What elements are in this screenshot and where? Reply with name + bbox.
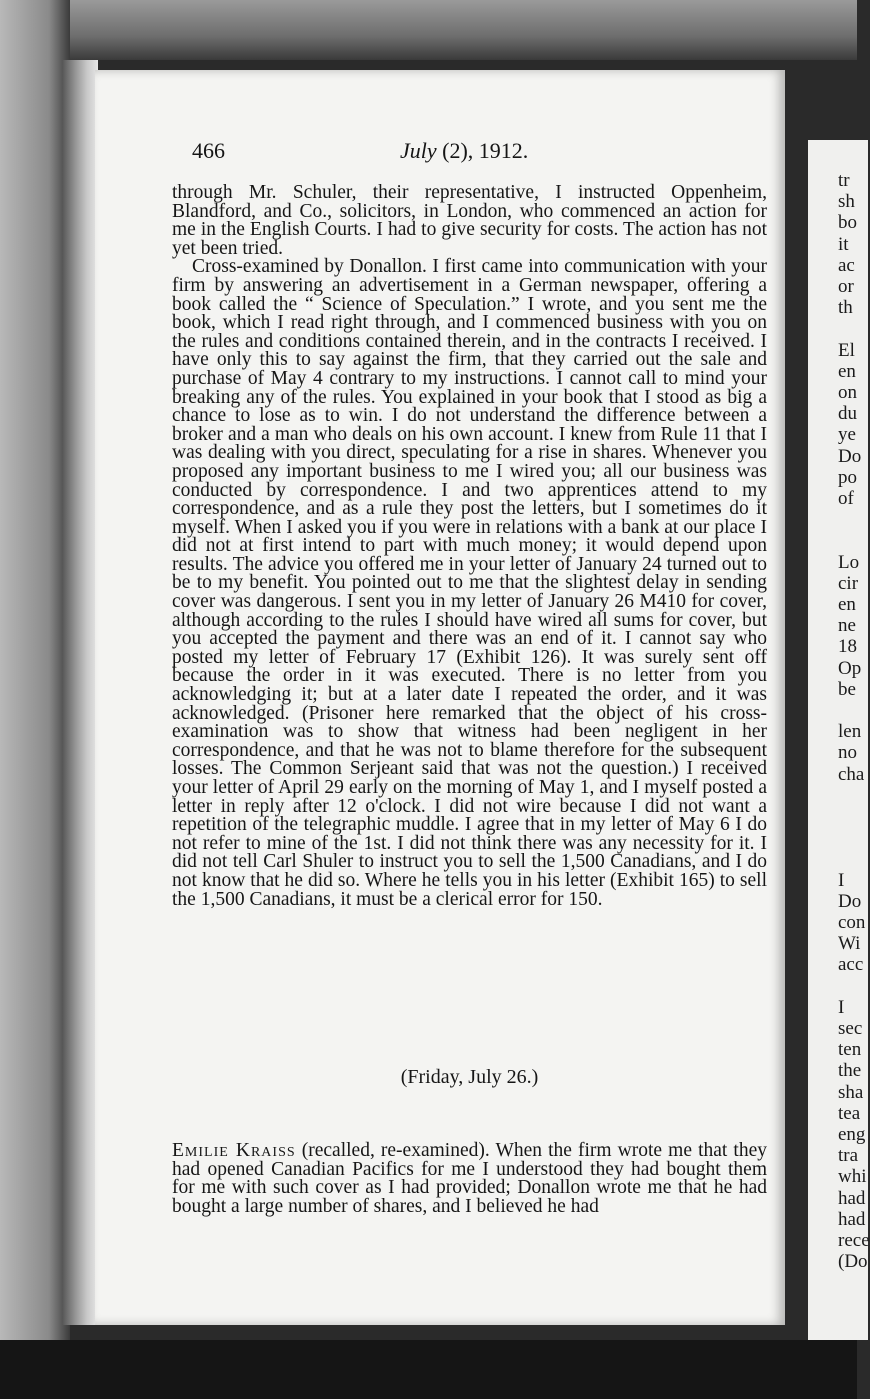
facing-page-text-fragment: en xyxy=(838,360,856,382)
facing-page-text-fragment: rece xyxy=(838,1230,870,1251)
facing-page-text-fragment: en xyxy=(838,594,856,615)
facing-page-text-fragment: bo xyxy=(838,212,857,234)
facing-page-text-fragment: eng xyxy=(838,1124,866,1145)
facing-page-text-fragment: ye xyxy=(838,424,856,446)
facing-page-text-fragment: had xyxy=(838,1187,866,1209)
facing-page-fragment xyxy=(808,140,868,1340)
facing-page-text-fragment: sha xyxy=(838,1081,864,1103)
page-header xyxy=(192,138,552,168)
witness-name: Emilie Kraiss xyxy=(172,1140,296,1161)
facing-page-text-fragment: ten xyxy=(838,1039,862,1061)
facing-page-text-fragment: sh xyxy=(838,191,855,213)
facing-page-text-fragment: Do xyxy=(838,445,862,467)
scan-top-background xyxy=(0,0,857,60)
facing-page-text-fragment: tea xyxy=(838,1102,861,1124)
facing-page-text-fragment: cha xyxy=(838,763,865,785)
facing-page-text-fragment: Op xyxy=(838,657,862,679)
facing-page-text-fragment: 18 xyxy=(838,636,857,658)
facing-page-text-fragment: th xyxy=(838,297,853,319)
facing-page-text-fragment: whi xyxy=(838,1166,867,1188)
facing-page-text-fragment: or xyxy=(838,276,854,297)
paragraph: through Mr. Schuler, their representative, I instructed Oppenheim, Blandford, and Co., solicitors, in London, who commenced an action for me in the English Courts. I had to give security for costs. The action has not yet been tried. xyxy=(172,182,767,259)
facing-page-text-fragment: sec xyxy=(838,1018,863,1039)
facing-page-text-fragment: len xyxy=(838,721,862,743)
running-title-date: (2), 1912. xyxy=(436,138,529,163)
main-text-continued xyxy=(172,1142,767,1216)
facing-page-text-fragment: du xyxy=(838,403,857,425)
facing-page-text-fragment: Do xyxy=(838,890,862,912)
facing-page-text-fragment: ne xyxy=(838,615,856,637)
facing-page-text-fragment: ac xyxy=(838,254,855,276)
facing-page-text-fragment: tr xyxy=(838,170,850,191)
scan-bottom-background xyxy=(0,1340,857,1399)
paragraph: Cross-examined by Donallon. I first came into communication with your firm by answering an advertisement in a German newspaper, offering a book called the “ Science of Speculation.” I wrote, and you sent me the book, which I read right through, and I commenced business with you on the rules and conditions contained therein, and in the contracts I received. I have only this to say against the firm, that they carried out the sale and purchase of May 4 contrary to my instructions. I cannot call to mind your breaking any of the rules. You explained in your book that I stood as big a chance to lose as to win. I do not understand the difference between a broker and a man who deals on his own account. I knew from Rule 11 that I was dealing with you direct, speculating for a rise in shares. Whenever you proposed any important business to me I wired you; all our business was conducted by correspondence. I and two apprentices attend to my correspondence, and as a rule they post the letters, but I sometimes do it myself. When I asked you if you were in relations with a bank at our place I did not at first intend to part with much money; it would depend upon results. The advice you offered me in your letter of January 24 turned out to be to my benefit. You pointed out to me that the slightest delay in sending cover was dangerous. I sent you in my letter of January 26 M410 for cover, although according to the rules I should have wired all sums for cover, but you accepted the payment and there was an end of it. I cannot say who posted my letter of February 17 (Exhibit 126). It was surely sent off because the order in it was executed. There is no letter from you acknowledging it; but at a later date I repeated the order, and it was acknowledged. (Prisoner here remarked that the object of his cross-examination was to show that witness had been negligent in her correspondence, and that he was not to blame therefore for the subsequent losses. The Common Serjeant said that was not the question.) I received your letter of April 29 early on the morning of May 1, and I myself posted a letter in reply after 12 o'clock. I did not wire because I did not want a repetition of the telegraphic muddle. I agree that in my letter of May 6 I do not refer to mine of the 1st. I did not think there was any necessity for it. I did not tell Carl Shuler to instruct you to sell the 1,500 Canadians, and I do not know that he did so. Where he tells you in his letter (Exhibit 165) to sell the 1,500 Canadians, it must be a clerical error for 150. xyxy=(172,256,767,910)
book-spine-edge xyxy=(62,60,98,1325)
facing-page-text-fragment: on xyxy=(838,382,857,403)
facing-page-text-fragment: Wi xyxy=(838,933,861,955)
facing-page-text-fragment: be xyxy=(838,678,856,700)
facing-page-text-fragment: had xyxy=(838,1208,866,1230)
running-title xyxy=(400,138,528,164)
facing-page-text-fragment: po xyxy=(838,466,857,488)
facing-page-text-fragment: acc xyxy=(838,954,864,976)
facing-page-text-fragment: Lo xyxy=(838,551,860,573)
running-title-month: July xyxy=(400,138,437,163)
facing-page-text-fragment: it xyxy=(838,233,849,255)
facing-page-text-fragment: (Do xyxy=(838,1251,868,1273)
scan-left-background xyxy=(0,0,70,1399)
section-heading: (Friday, July 26.) xyxy=(400,1066,539,1088)
main-text xyxy=(172,184,767,909)
paragraph-text: (recalled, re-examined). When the firm wrote me that they had opened Canadian Pacifics for me I understood they had bought them for me with such cover as I had provided; Donallon wrote me that he had bought a large number of shares, and I believed he had xyxy=(172,1140,767,1217)
paragraph xyxy=(172,1142,767,1216)
facing-page-text-fragment: El xyxy=(838,339,855,361)
facing-page-text-fragment: I xyxy=(838,869,845,891)
facing-page-text-fragment: tra xyxy=(838,1145,859,1167)
facing-page-text-fragment: con xyxy=(838,912,866,933)
facing-page-text-fragment: the xyxy=(838,1060,862,1082)
facing-page-text-fragment: no xyxy=(838,742,857,764)
facing-page-text-fragment: I xyxy=(838,996,845,1018)
page-number: 466 xyxy=(192,138,225,163)
facing-page-text-fragment: cir xyxy=(838,572,859,594)
facing-page-text-fragment: of xyxy=(838,488,854,509)
